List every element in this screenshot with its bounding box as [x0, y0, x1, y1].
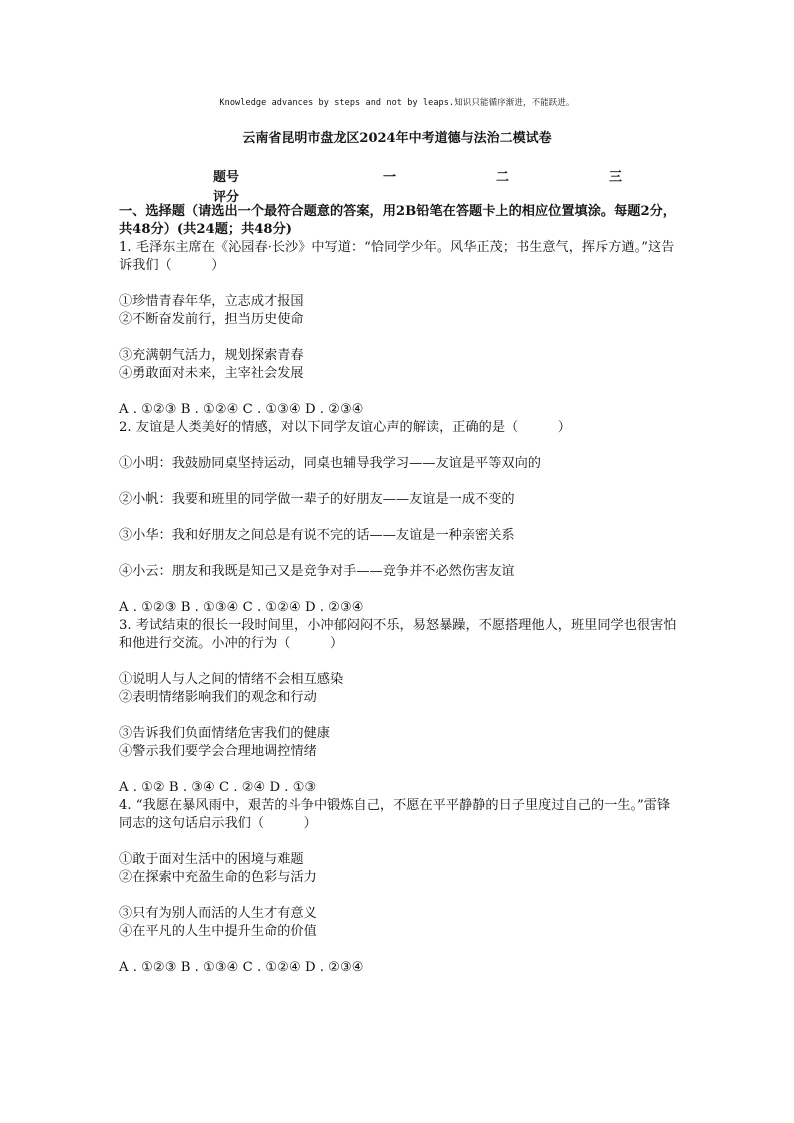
- question-1: [119, 239, 679, 419]
- score-table-col-1: 一: [383, 170, 397, 185]
- option-2: ②不断奋发前行，担当历史使命: [119, 312, 304, 327]
- score-table-label-score: 评分: [213, 190, 240, 205]
- option-3: ③充满朝气活力，规划探索青春: [119, 348, 304, 363]
- option-4: ④小云：朋友和我既是知己又是竞争对手——竞争并不必然伤害友谊: [119, 564, 515, 579]
- option-3: ③只有为别人而活的人生才有意义: [119, 906, 317, 921]
- option-4: ④警示我们要学会合理地调控情绪: [119, 744, 317, 759]
- option-4: ④在平凡的人生中提升生命的价值: [119, 924, 317, 939]
- question-stem: 1. 毛泽东主席在《沁园春·长沙》中写道：“恰同学少年。风华正茂；书生意气，挥斥方遒。”这告诉我们（ ）: [119, 240, 675, 273]
- header-motto: Knowledge advances by steps and not by leaps.知识只能循序渐进，不能跃进。: [219, 98, 575, 108]
- section-header: 一、选择题（请选出一个最符合题意的答案，用2B铅笔在答题卡上的相应位置填涂。每题2分，共48分）(共24题；共48分): [119, 204, 676, 237]
- score-table-col-2: 二: [496, 170, 510, 185]
- option-2: ②在探索中充盈生命的色彩与活力: [119, 870, 317, 885]
- question-stem: 2. 友谊是人类美好的情感，对以下同学友谊心声的解读，正确的是（ ）: [119, 420, 571, 435]
- answer-choices: A . ①②③ B . ①③④ C . ①②④ D . ②③④: [119, 600, 364, 615]
- answer-choices: A . ①② B . ③④ C . ②④ D . ①③: [119, 780, 317, 795]
- answer-choices: A . ①②③ B . ①②④ C . ①③④ D . ②③④: [119, 402, 364, 417]
- exam-content: [119, 203, 679, 977]
- option-1: ①敢于面对生活中的困境与难题: [119, 852, 304, 867]
- score-table-col-3: 三: [609, 170, 623, 185]
- question-stem: 3. 考试结束的很长一段时间里，小冲郁闷闷不乐，易怒暴躁，不愿搭理他人，班里同学也很害怕和他进行交流。小冲的行为（ ）: [119, 618, 677, 651]
- option-2: ②表明情绪影响我们的观念和行动: [119, 690, 317, 705]
- option-1: ①说明人与人之间的情绪不会相互感染: [119, 672, 344, 687]
- score-table-label-question-number: 题号: [213, 170, 240, 185]
- question-stem: 4. “我愿在暴风雨中，艰苦的斗争中锻炼自己，不愿在平平静静的日子里度过自己的一生。”雷锋同志的这句话启示我们（ ）: [119, 798, 671, 831]
- answer-choices: A . ①②③ B . ①③④ C . ①②④ D . ②③④: [119, 960, 364, 975]
- question-3: [119, 617, 679, 797]
- question-4: [119, 797, 679, 977]
- option-2: ②小帆：我要和班里的同学做一辈子的好朋友——友谊是一成不变的: [119, 492, 515, 507]
- option-3: ③告诉我们负面情绪危害我们的健康: [119, 726, 330, 741]
- question-2: [119, 419, 679, 617]
- option-1: ①小明：我鼓励同桌坚持运动，同桌也辅导我学习——友谊是平等双向的: [119, 456, 541, 471]
- option-1: ①珍惜青春年华，立志成才报国: [119, 294, 304, 309]
- option-3: ③小华：我和好朋友之间总是有说不完的话——友谊是一种亲密关系: [119, 528, 515, 543]
- exam-title: 云南省昆明市盘龙区2024年中考道德与法治二模试卷: [242, 131, 552, 146]
- option-4: ④勇敢面对未来，主宰社会发展: [119, 366, 304, 381]
